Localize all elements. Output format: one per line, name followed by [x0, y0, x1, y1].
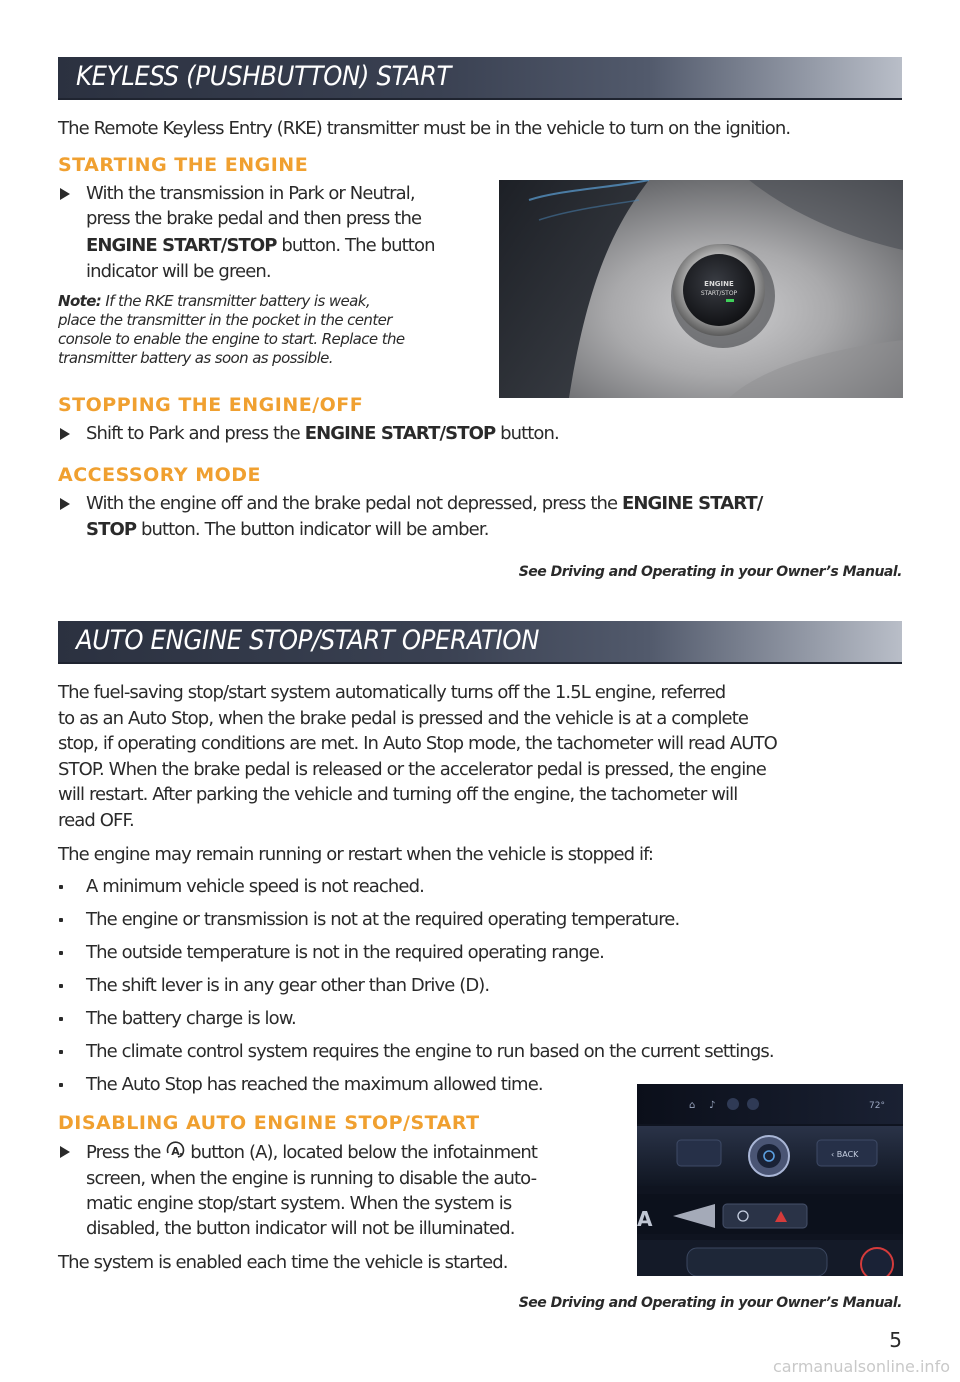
intro-line: read OFF. [58, 809, 134, 831]
heading-disabling: DISABLING AUTO ENGINE STOP/START [58, 1112, 480, 1134]
starting-line-1: With the transmission in Park or Neutral, [86, 183, 415, 204]
dashboard-illustration [499, 180, 903, 398]
manual-reference: See Driving and Operating in your Owner’s Manual. [518, 1295, 902, 1311]
starting-line-4: indicator will be green. [86, 261, 271, 282]
intro-line: STOP. When the brake pedal is released or the accelerator pedal is pressed, the engine [58, 758, 766, 780]
bullet-dot [59, 1083, 63, 1087]
bullet-dot [59, 918, 63, 922]
intro-line: to as an Auto Stop, when the brake pedal is pressed and the vehicle is at a complete [58, 707, 749, 729]
disabling-pre: Press the [86, 1142, 166, 1163]
note-label: Note: [58, 292, 102, 310]
condition-item: The shift lever is in any gear other than Drive (D). [86, 975, 490, 996]
engine-start-stop-label: ENGINE START/STOP [86, 235, 277, 256]
heading-stopping: STOPPING THE ENGINE/OFF [58, 394, 364, 416]
intro-line: The fuel-saving stop/start system automatically turns off the 1.5L engine, referred [58, 682, 726, 703]
intro-line: will restart. After parking the vehicle and turning off the engine, the tachometer will [58, 784, 738, 805]
intro-text: The Remote Keyless Entry (RKE) transmitter must be in the vehicle to turn on the ignition. [58, 118, 791, 139]
accessory-line-1 [86, 491, 762, 516]
section-title: AUTO ENGINE STOP/START OPERATION [76, 625, 540, 656]
svg-text:A: A [171, 1145, 180, 1158]
condition-item: A minimum vehicle speed is not reached. [86, 876, 424, 897]
stopping-pre: Shift to Park and press the [86, 423, 305, 444]
disabling-line-1 [86, 1140, 537, 1165]
accessory-bold-2: STOP [86, 519, 137, 540]
stopping-line [86, 421, 559, 446]
note-block [58, 292, 488, 368]
section-banner-keyless [58, 57, 902, 100]
watermark: carmanualsonline.info [772, 1357, 950, 1376]
auto-stop-icon [165, 1141, 185, 1161]
svg-text:♪: ♪ [709, 1100, 716, 1111]
auto-stop-intro [58, 680, 777, 833]
callout-label-a: A [637, 1207, 653, 1231]
bullet-dot [59, 1017, 63, 1021]
condition-item: The engine or transmission is not at the required operating temperature. [86, 909, 680, 930]
temperature-readout: 72° [869, 1101, 885, 1111]
condition-item: The climate control system requires the engine to run based on the current settings. [86, 1041, 774, 1062]
heading-starting: STARTING THE ENGINE [58, 154, 309, 176]
disabling-line-3: matic engine stop/start system. When the system is [86, 1193, 512, 1214]
accessory-bold-1: ENGINE START/ [621, 493, 763, 514]
bullet-dot [59, 885, 63, 889]
button-text-engine: ENGINE [704, 280, 734, 288]
arrow-icon [60, 188, 70, 200]
note-line-3: console to enable the engine to start. Replace the [58, 330, 405, 348]
remain-running-text: The engine may remain running or restart when the vehicle is stopped if: [58, 844, 654, 865]
condition-item: The outside temperature is not in the required operating range. [86, 942, 604, 963]
arrow-icon [60, 498, 70, 510]
section-title: KEYLESS (PUSHBUTTON) START [76, 61, 452, 92]
accessory-pre: With the engine off and the brake pedal not depressed, press the [86, 493, 622, 514]
page-number: 5 [889, 1328, 902, 1352]
heading-accessory: ACCESSORY MODE [58, 464, 262, 486]
svg-text:⌂: ⌂ [689, 1100, 696, 1111]
center-console-photo [637, 1084, 903, 1276]
note-line-1-text: If the RKE transmitter battery is weak, [101, 292, 371, 310]
starting-line-3-rest: button. The button [276, 235, 435, 256]
bullet-dot [59, 1050, 63, 1054]
condition-item: The battery charge is low. [86, 1008, 296, 1029]
enabled-text: The system is enabled each time the vehicle is started. [58, 1252, 508, 1273]
green-indicator [726, 299, 734, 302]
engine-start-button-photo [499, 180, 903, 398]
bullet-dot [59, 951, 63, 955]
back-button-text: ‹ BACK [831, 1150, 859, 1159]
condition-item: The Auto Stop has reached the maximum allowed time. [86, 1074, 543, 1095]
arrow-icon [60, 1146, 70, 1158]
arrow-icon [60, 428, 70, 440]
button-text-startstop: START/STOP [700, 290, 738, 297]
stopping-post: button. [495, 423, 559, 444]
starting-line-3 [86, 233, 435, 258]
bullet-dot [59, 984, 63, 988]
disabling-line-2: screen, when the engine is running to disable the auto- [86, 1168, 537, 1189]
note-line-1 [58, 292, 488, 311]
note-line-2: place the transmitter in the pocket in the center [58, 311, 392, 329]
disabling-line-4: disabled, the button indicator will not be illuminated. [86, 1218, 515, 1239]
intro-line: stop, if operating conditions are met. In Auto Stop mode, the tachometer will read AUTO [58, 733, 777, 754]
console-illustration [637, 1084, 903, 1276]
manual-reference: See Driving and Operating in your Owner’s Manual. [518, 564, 902, 580]
disabling-post: button (A), located below the infotainment [190, 1142, 538, 1163]
accessory-rest: button. The button indicator will be amber. [136, 519, 489, 540]
note-line-4: transmitter battery as soon as possible. [58, 349, 333, 367]
accessory-line-2 [86, 517, 489, 542]
stopping-bold: ENGINE START/STOP [304, 423, 496, 444]
starting-line-2: press the brake pedal and then press the [86, 208, 422, 229]
section-banner-auto-stop [58, 621, 902, 664]
